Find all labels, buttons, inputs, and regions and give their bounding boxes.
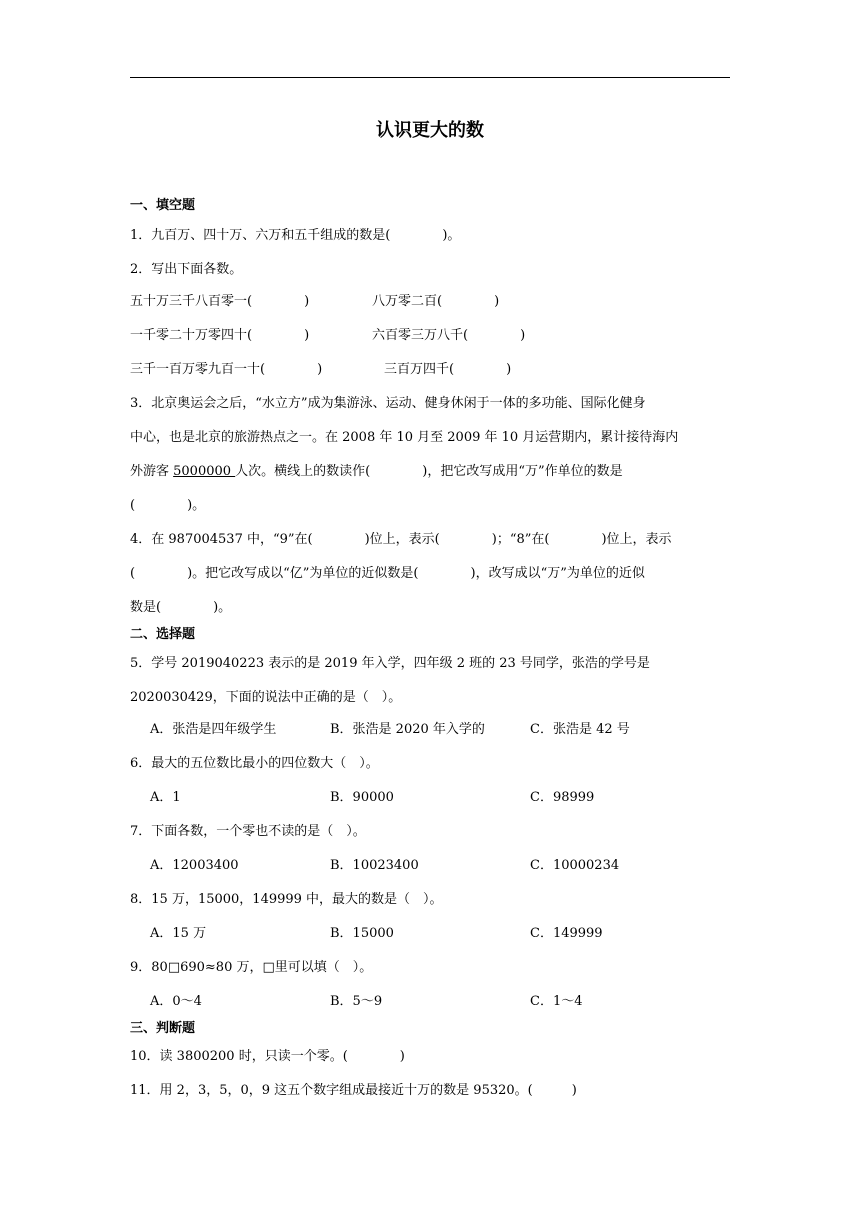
- question-2-item: 六百零三万八千( ): [372, 328, 526, 343]
- option-c: C．10000234: [530, 858, 620, 873]
- option-a: A．12003400: [150, 858, 239, 873]
- question-4-line: 数是( )。: [130, 600, 232, 615]
- option-c: C．张浩是 42 号: [530, 722, 630, 737]
- option-c: C．149999: [530, 926, 603, 941]
- question-2-stem: 2．写出下面各数。: [130, 262, 243, 277]
- option-b: B．张浩是 2020 年入学的: [330, 722, 485, 737]
- underlined-number: 5000000: [173, 464, 236, 479]
- option-c: C．1～4: [530, 994, 583, 1009]
- question-2-item: 八万零二百( ): [372, 294, 500, 309]
- option-b: B．10023400: [330, 858, 419, 873]
- question-1: 1．九百万、四十万、六万和五千组成的数是( )。: [130, 228, 461, 243]
- question-2-item: 三百万四千( ): [384, 362, 512, 377]
- question-3-line: ( )。: [130, 498, 206, 513]
- section-choice: 二、选择题: [130, 627, 196, 642]
- question-4-line: ( )。把它改写成以“亿”为单位的近似数是( )，改写成以“万”为单位的近似: [130, 566, 645, 581]
- question-2-item: 三千一百万零九百一十( ): [130, 362, 323, 377]
- question-10: 10．读 3800200 时，只读一个零。( ): [130, 1049, 405, 1064]
- section-judge: 三、判断题: [130, 1021, 196, 1036]
- option-a: A．15 万: [150, 926, 207, 941]
- question-8: 8．15 万，15000，149999 中，最大的数是（ ）。: [130, 892, 443, 907]
- question-7: 7．下面各数，一个零也不读的是（ ）。: [130, 824, 366, 839]
- option-a: A．0～4: [150, 994, 202, 1009]
- question-2-item: 一千零二十万零四十( ): [130, 328, 310, 343]
- question-6: 6．最大的五位数比最小的四位数大（ ）。: [130, 756, 379, 771]
- question-5-line: 2020030429，下面的说法中正确的是（ ）。: [130, 690, 402, 705]
- question-3-line: 3．北京奥运会之后，“水立方”成为集游泳、运动、健身休闲于一体的多功能、国际化健身: [130, 396, 646, 411]
- question-3-line: 中心，也是北京的旅游热点之一。在 2008 年 10 月至 2009 年 10 月运营期内，累计接待海内: [130, 430, 679, 445]
- section-fill-in: 一、填空题: [130, 198, 196, 213]
- question-2-item: 五十万三千八百零一( ): [130, 294, 310, 309]
- page-title: 认识更大的数: [376, 120, 484, 141]
- option-a: A．张浩是四年级学生: [150, 722, 277, 737]
- option-a: A．1: [150, 790, 181, 805]
- question-4-line: 4．在 987004537 中，“9”在( )位上，表示( )；“8”在( )位上，表示: [130, 532, 672, 547]
- question-11: 11．用 2，3，5，0，9 这五个数字组成最接近十万的数是 95320。( ): [130, 1083, 577, 1098]
- header-rule: [130, 77, 730, 78]
- option-c: C．98999: [530, 790, 595, 805]
- option-b: B．90000: [330, 790, 394, 805]
- question-9: 9．80□690≈80 万，□里可以填（ ）。: [130, 960, 373, 975]
- option-b: B．5～9: [330, 994, 383, 1009]
- option-b: B．15000: [330, 926, 394, 941]
- question-5-line: 5．学号 2019040223 表示的是 2019 年入学，四年级 2 班的 23 号同学，张浩的学号是: [130, 656, 650, 671]
- question-3-line: 外游客 5000000 人次。横线上的数读作( )，把它改写成用“万”作单位的数是: [130, 464, 623, 479]
